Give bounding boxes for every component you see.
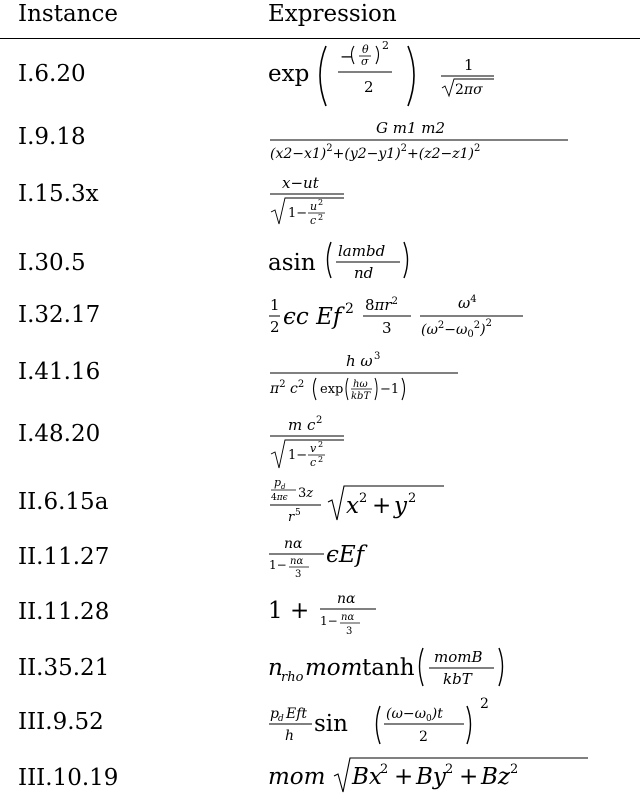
svg-text:(x2−x1)2+(y2−y1)2+(z2−z1)2: $(x2-x1)^2+(y2-y1)^2+(z2-z1)^2$ [270,143,481,162]
table-row [0,112,640,166]
svg-text:Bx: Bx [352,764,382,790]
svg-text:2: 2 [318,198,324,207]
svg-text:3: 3 [382,319,392,337]
table-row [0,642,640,694]
table-row [0,40,640,110]
svg-text:π2 c2: $\pi^2$ $c^2$ [270,379,305,397]
table-row [0,532,640,584]
svg-text:m c: m c [288,416,316,434]
svg-text:5: 5 [295,508,301,518]
svg-text:1−: 1− [288,448,308,463]
expression-cell [268,752,638,812]
expression-cell [268,586,638,646]
table-row [0,476,640,530]
table-header [0,0,640,40]
instance-cell: I.41.16 [18,359,101,385]
svg-text:(ω−ω0)t: $(\omega-\omega_0)t$ [386,706,443,724]
svg-text:nd: nd [354,264,374,282]
instance-cell: I.30.5 [18,250,86,276]
svg-text:mom: mom [305,655,363,681]
svg-text:3z: 3z [298,486,314,501]
table-row [0,286,640,344]
svg-text:d: d [278,714,284,724]
table-row [0,694,640,752]
svg-text:By: By [416,764,446,790]
table-row [0,168,640,230]
svg-text:2: 2 [316,415,323,426]
expression-cell [268,532,638,592]
expression-cell [268,408,638,468]
instance-cell: I.6.20 [18,61,86,87]
svg-text:d: d [281,483,286,491]
svg-text:c: c [310,214,317,227]
svg-text:h: h [285,728,295,744]
svg-text:nα: nα [290,556,304,567]
svg-text:mom: mom [268,764,326,790]
table-row [0,408,640,474]
svg-text:x−ut: x−ut [282,174,319,192]
svg-text:+: + [372,493,392,519]
svg-text:hω: hω [353,379,368,390]
table-row [0,346,640,406]
svg-text:ϵEf: ϵEf [326,542,365,568]
expression-cell [268,168,638,228]
svg-text:σ: σ [361,55,369,68]
svg-text:nα: nα [284,536,303,552]
svg-text:2: 2 [419,729,428,745]
svg-text:sin: sin [314,711,348,737]
instance-cell: I.15.3x [18,181,99,207]
expression-cell [268,476,638,536]
svg-text:2: 2 [510,762,519,777]
instance-cell: I.32.17 [18,302,101,328]
instance-cell: I.48.20 [18,421,101,447]
svg-text:−: − [340,47,354,66]
svg-text:8πr2: $8\pi r^2$ [365,296,398,314]
svg-text:asin: asin [268,250,316,276]
svg-text:ω4: $\omega^4$ [458,294,477,312]
svg-text:Eft: Eft [286,706,308,722]
expression-cell [268,346,638,406]
svg-text:rho: rho [281,670,304,685]
svg-text:2: 2 [445,762,454,777]
header-expression: Expression [268,1,397,27]
svg-text:2: 2 [380,762,389,777]
svg-text:ϵc Ef: ϵc Ef [283,304,342,330]
instance-cell: II.11.27 [18,544,110,570]
expression-cell [268,694,638,754]
svg-text:c: c [310,456,317,469]
svg-text:2: 2 [359,491,368,506]
svg-text:exp: exp [320,382,344,397]
header-instance: Instance [18,1,118,27]
svg-text:2: 2 [382,39,389,52]
svg-text:3: 3 [346,626,353,637]
svg-text:1−: 1− [320,614,338,628]
svg-text:u: u [310,200,318,213]
svg-text:2: 2 [345,301,354,317]
expression-cell [268,642,638,702]
instance-cell: II.6.15a [18,489,109,515]
instance-cell: III.9.52 [18,709,104,735]
expression-cell [268,40,638,100]
svg-text:n: n [268,655,283,681]
svg-text:kbT: kbT [443,670,472,688]
table-row [0,586,640,640]
header-rule [0,38,640,39]
svg-text:2: 2 [364,78,374,96]
svg-text:r: r [288,510,295,525]
svg-text:2: 2 [408,491,417,506]
svg-text:2: 2 [318,213,324,222]
svg-text:momB: momB [434,648,483,666]
svg-text:p: p [274,476,282,489]
svg-text:G m1 m2: G m1 m2 [376,119,446,137]
svg-text:tanh: tanh [362,655,415,681]
svg-text:Bz: Bz [481,764,511,790]
svg-text:2: 2 [270,318,280,336]
svg-text:1−: 1− [288,206,308,221]
svg-text:x: x [346,493,359,519]
svg-text:lambd: lambd [338,242,386,260]
svg-text:nα: nα [341,612,355,623]
svg-text:p: p [270,706,279,722]
svg-text:nα: nα [337,591,356,607]
svg-text:4πϵ: 4πϵ [271,493,288,503]
svg-text:3: 3 [295,569,302,580]
svg-text:1 +: 1 + [268,598,310,624]
instance-cell: II.35.21 [18,655,110,681]
svg-text:kbT: kbT [351,391,371,402]
svg-text:(ω2−ω02)2: $(\omega^2-\omega_0^2)^2$ [421,318,493,340]
table-row [0,752,640,795]
svg-text:−1: −1 [380,382,400,397]
instance-cell: I.9.18 [18,124,86,150]
svg-text:2πσ: 2πσ [455,82,483,98]
instance-cell: II.11.28 [18,599,110,625]
expression-cell [268,232,638,292]
svg-text:exp: exp [268,61,310,87]
svg-text:+: + [459,764,479,790]
expression-cell [268,112,638,172]
svg-text:3: 3 [374,351,381,362]
svg-text:2: 2 [318,440,324,449]
instance-cell: III.10.19 [18,765,119,791]
svg-text:1: 1 [270,296,280,314]
svg-text:v: v [310,442,317,455]
svg-text:y: y [394,493,407,519]
svg-text:2: 2 [480,696,489,712]
svg-text:2: 2 [318,455,324,464]
svg-text:1: 1 [464,56,474,74]
svg-text:1−: 1− [269,558,287,572]
svg-text:h ω: h ω [346,352,373,370]
svg-text:θ: θ [362,43,369,56]
expression-cell [268,286,638,346]
table-row [0,232,640,284]
svg-text:+: + [394,764,414,790]
